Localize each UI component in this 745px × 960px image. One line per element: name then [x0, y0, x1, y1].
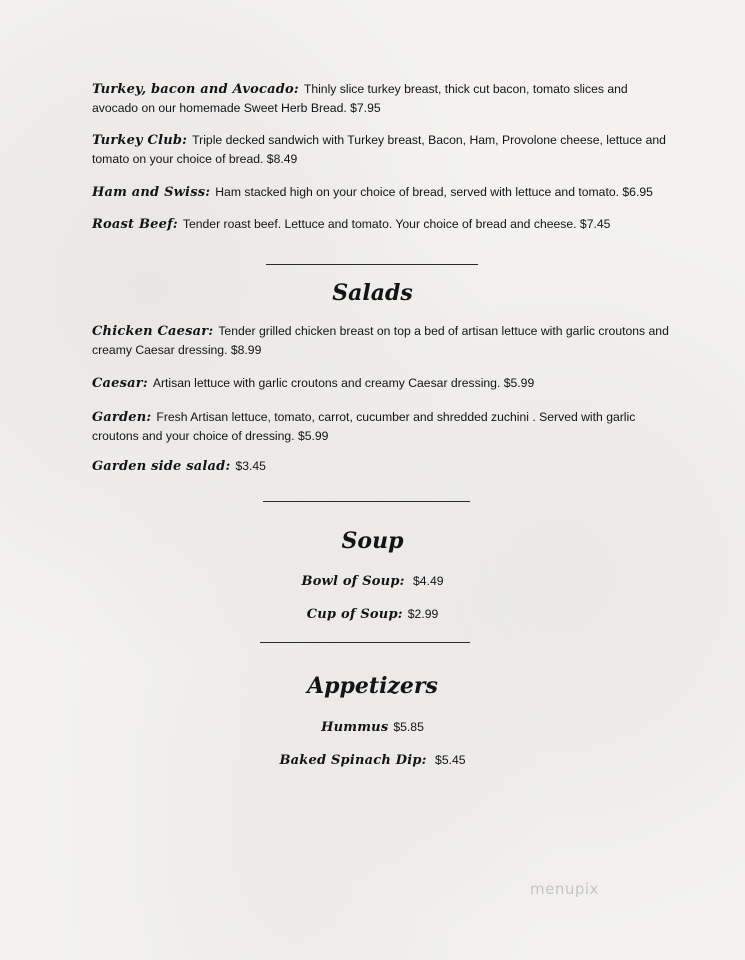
item-name: Baked Spinach Dip: — [279, 753, 427, 768]
menu-item-baked-spinach-dip — [0, 751, 745, 770]
section-divider — [263, 501, 470, 502]
menu-item-ham-swiss — [92, 183, 672, 202]
section-title-soup: Soup — [341, 528, 404, 554]
item-price: $5.85 — [393, 720, 424, 734]
menu-item-caesar — [92, 374, 672, 393]
item-description: Tender grilled chicken breast on top a bed of artisan lettuce with garlic croutons and creamy Caesar dressing. $8.99 — [92, 324, 669, 357]
item-price: $4.49 — [413, 574, 444, 588]
menu-item-hummus — [0, 718, 745, 737]
menu-item-turkey-bacon-avocado — [92, 80, 672, 118]
section-title-salads: Salads — [332, 280, 413, 306]
item-description: Ham stacked high on your choice of bread, served with lettuce and tomato. $6.95 — [215, 185, 653, 199]
item-description: Tender roast beef. Lettuce and tomato. Your choice of bread and cheese. $7.45 — [182, 217, 611, 231]
menu-item-bowl-of-soup — [0, 572, 745, 591]
item-name: Bowl of Soup: — [301, 574, 405, 589]
item-name: Caesar: — [92, 376, 148, 391]
item-name: Turkey, bacon and Avocado: — [92, 82, 299, 97]
section-divider — [260, 642, 470, 643]
item-price: $2.99 — [407, 607, 439, 621]
section-divider — [266, 264, 478, 265]
item-description: Thinly slice turkey breast, thick cut bacon, tomato slices and avocado on our homemade Sweet Herb Bread. $7.95 — [92, 82, 628, 115]
menu-item-cup-of-soup — [0, 605, 745, 624]
item-name: Turkey Club: — [92, 133, 188, 148]
menu-item-garden-side-salad — [92, 457, 672, 476]
section-title-appetizers: Appetizers — [307, 673, 438, 699]
item-description: $3.45 — [235, 459, 266, 473]
menu-item-turkey-club — [92, 131, 672, 169]
watermark-text: menupix — [530, 880, 599, 898]
item-name: Garden side salad: — [92, 459, 231, 474]
menu-item-chicken-caesar — [92, 322, 672, 360]
item-name: Garden: — [92, 410, 152, 425]
item-name: Hummus — [321, 720, 389, 735]
item-description: Triple decked sandwich with Turkey breast, Bacon, Ham, Provolone cheese, lettuce and tomato on your choice of bread. $8.49 — [92, 133, 666, 166]
menu-item-garden — [92, 408, 672, 446]
item-name: Chicken Caesar: — [92, 324, 214, 339]
item-name: Ham and Swiss: — [92, 185, 211, 200]
item-price: $5.45 — [435, 753, 466, 767]
menu-item-roast-beef — [92, 215, 672, 234]
item-description: Fresh Artisan lettuce, tomato, carrot, cucumber and shredded zuchini . Served with garlic croutons and your choice of dressing. $5.99 — [92, 410, 636, 443]
item-name: Roast Beef: — [92, 217, 178, 232]
item-name: Cup of Soup: — [306, 607, 403, 622]
item-description: Artisan lettuce with garlic croutons and creamy Caesar dressing. $5.99 — [152, 376, 535, 390]
